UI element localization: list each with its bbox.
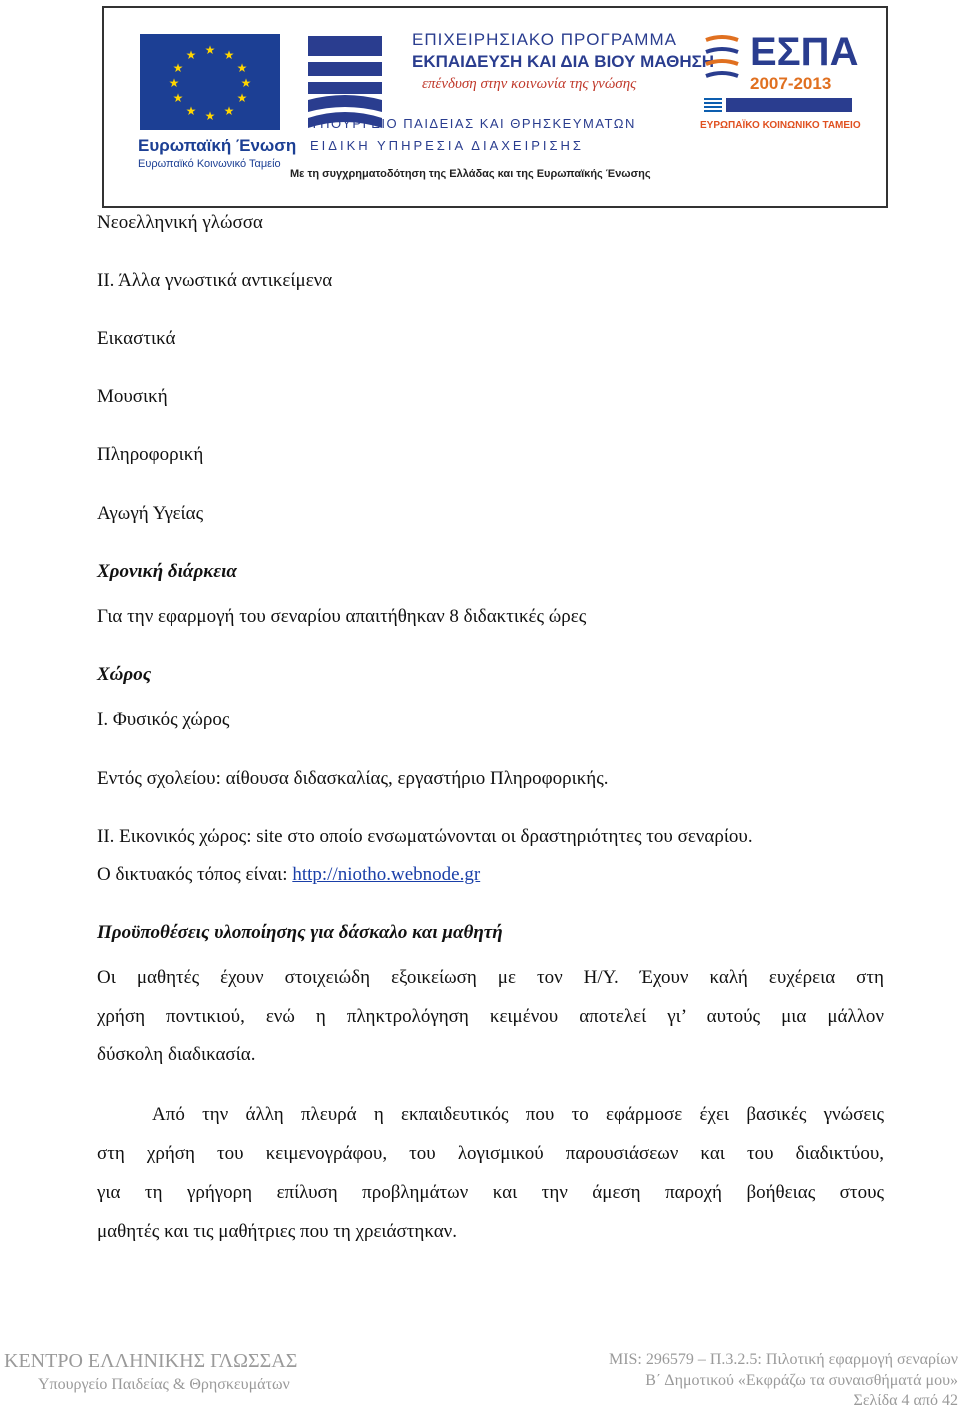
eu-name-text: Ευρωπαϊκή Ένωση [138,136,297,155]
espa-stripes-logo [702,34,742,90]
svg-text:★: ★ [236,61,248,75]
duration-heading: Χρονική διάρκεια [97,561,237,582]
subject-health: Αγωγή Υγείας [97,503,204,524]
footer-ministry: Υπουργείο Παιδείας & Θρησκευμάτων [38,1376,290,1393]
teacher-paragraph-line3: για τη γρήγορη επίλυση προβλημάτων και την άμεση παροχή βοήθειας στους [97,1182,884,1203]
espa-fund-text: ΕΥΡΩΠΑΪΚΟ ΚΟΙΝΩΝΙΚΟ ΤΑΜΕΙΟ [700,120,861,131]
svg-text:★: ★ [236,91,248,105]
website-label: Ο δικτυακός τόπος είναι: [97,864,293,885]
header-logo-banner [102,6,888,208]
website-link[interactable]: http://niotho.webnode.gr [292,864,481,885]
svg-text:★: ★ [204,109,216,123]
svg-text:★: ★ [223,104,235,118]
program-title-line1: ΕΠΙΧΕΙΡΗΣΙΑΚΟ ΠΡΟΓΡΑΜΜΑ [412,30,677,49]
teacher-paragraph-line4: μαθητές και τις μαθήτριες που τη χρειάστηκαν. [97,1221,458,1242]
cofunding-text: Με τη συγχρηματοδότηση της Ελλάδας και της Ευρωπαϊκής Ένωσης [290,168,651,180]
subject-music: Μουσική [97,386,168,407]
svg-text:★: ★ [172,61,184,75]
physical-space-heading: Ι. Φυσικός χώρος [97,709,230,730]
eu-fund-text: Ευρωπαϊκό Κοινωνικό Ταμείο [138,158,281,170]
svg-text:★: ★ [223,48,235,62]
svg-text:★: ★ [240,76,252,90]
espa-color-bar [726,98,852,112]
website-line [97,864,480,886]
footer-class-title: Β΄ Δημοτικού «Εκφράζω τα συναισθήματά μου» [645,1372,958,1389]
duration-text: Για την εφαρμογή του σεναρίου απαιτήθηκαν 8 διδακτικές ώρες [97,606,587,627]
subject-greek: Νεοελληνική γλώσσα [97,212,263,233]
virtual-space-text: ΙΙ. Εικονικός χώρος: site στο οποίο ενσωματώνονται οι δραστηριότητες του σεναρίου. [97,826,753,847]
teacher-paragraph-line2: στη χρήση του κειμενογράφου, του λογισμικού παρουσιάσεων και του διαδικτύου, [97,1143,884,1164]
students-paragraph-line2: χρήση ποντικιού, ενώ η πληκτρολόγηση κειμένου αποτελεί γι’ αυτούς μια μάλλον [97,1006,884,1027]
espa-logo-text: ΕΣΠΑ [750,30,859,74]
other-subjects-heading: ΙΙ. Άλλα γνωστικά αντικείμενα [97,270,333,291]
espa-years: 2007-2013 [750,74,832,93]
students-paragraph-line1: Οι μαθητές έχουν στοιχειώδη εξοικείωση με τον Η/Υ. Έχουν καλή ευχέρεια στη [97,967,884,988]
program-slogan: επένδυση στην κοινωνία της γνώσης [422,76,637,92]
physical-space-text: Εντός σχολείου: αίθουσα διδασκαλίας, εργαστήριο Πληροφορικής. [97,768,609,789]
ministry-name: ΥΠΟΥΡΓΕΙΟ ΠΑΙΔΕΙΑΣ ΚΑΙ ΘΡΗΣΚΕΥΜΑΤΩΝ [310,116,636,131]
space-heading: Χώρος [97,664,152,685]
eu-flag-logo [140,34,280,130]
svg-text:★: ★ [172,91,184,105]
svg-text:★: ★ [185,48,197,62]
svg-text:★: ★ [168,76,180,90]
subject-it: Πληροφορική [97,444,204,465]
subject-art: Εικαστικά [97,328,176,349]
management-service-name: ΕΙΔΙΚΗ ΥΠΗΡΕΣΙΑ ΔΙΑΧΕΙΡΙΣΗΣ [310,138,584,153]
teacher-paragraph-line1: Από την άλλη πλευρά η εκπαιδευτικός που το εφάρμοσε έχει βασικές γνώσεις [152,1104,884,1125]
footer-org-name: ΚΕΝΤΡΟ ΕΛΛΗΝΙΚΗΣ ΓΛΩΣΣΑΣ [4,1350,298,1372]
footer-mis: MIS: 296579 – Π.3.2.5: Πιλοτική εφαρμογή σεναρίων [608,1351,958,1368]
greek-flag-icon [704,98,722,112]
students-paragraph-line3: δύσκολη διαδικασία. [97,1044,256,1065]
program-title-line2: ΕΚΠΑΙΔΕΥΣΗ ΚΑΙ ΔΙΑ ΒΙΟΥ ΜΑΘΗΣΗ [412,52,715,71]
svg-text:★: ★ [204,43,216,57]
svg-text:★: ★ [185,104,197,118]
prerequisites-heading: Προϋποθέσεις υλοποίησης για δάσκαλο και μαθητή [97,922,503,943]
footer-page-number: Σελίδα 4 από 42 [853,1392,958,1409]
